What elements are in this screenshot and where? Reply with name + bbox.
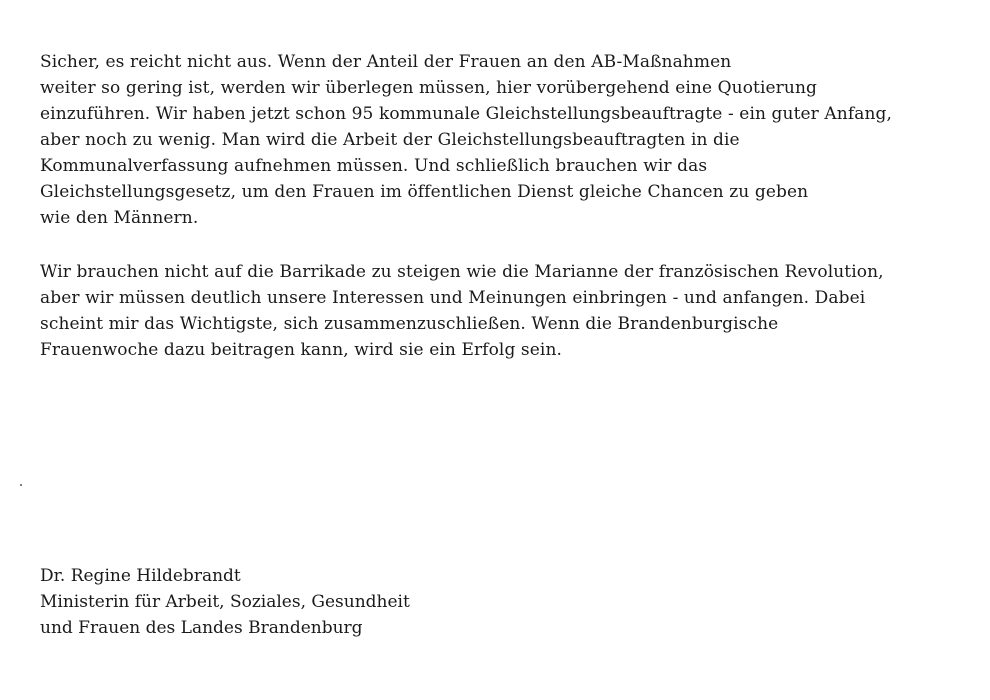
signature-title: Ministerin für Arbeit, Soziales, Gesundheit <box>40 592 410 612</box>
text-line: aber noch zu wenig. Man wird die Arbeit der Gleichstellungsbeauftragten in die <box>40 130 740 150</box>
text-line: einzuführen. Wir haben jetzt schon 95 kommunale Gleichstellungsbeauftragte - ein guter Anfang, <box>40 104 892 124</box>
body-paragraph-1 <box>40 49 892 231</box>
text-line: wie den Männern. <box>40 208 199 228</box>
scan-speck <box>20 484 22 486</box>
text-line: Sicher, es reicht nicht aus. Wenn der Anteil der Frauen an den AB-Maßnahmen <box>40 52 732 72</box>
text-line: Frauenwoche dazu beitragen kann, wird sie ein Erfolg sein. <box>40 340 563 360</box>
text-line: Kommunalverfassung aufnehmen müssen. Und schließlich brauchen wir das <box>40 156 708 176</box>
text-line: aber wir müssen deutlich unsere Interessen und Meinungen einbringen - und anfangen. Dabei <box>40 288 866 308</box>
signature-name: Dr. Regine Hildebrandt <box>40 566 241 586</box>
signature-block <box>40 563 410 641</box>
text-line: weiter so gering ist, werden wir überlegen müssen, hier vorübergehend eine Quotierung <box>40 78 817 98</box>
text-line: Gleichstellungsgesetz, um den Frauen im öffentlichen Dienst gleiche Chancen zu geben <box>40 182 809 202</box>
body-paragraph-2 <box>40 259 884 363</box>
signature-title: und Frauen des Landes Brandenburg <box>40 618 363 638</box>
text-line: scheint mir das Wichtigste, sich zusammenzuschließen. Wenn die Brandenburgische <box>40 314 779 334</box>
text-line: Wir brauchen nicht auf die Barrikade zu steigen wie die Marianne der französischen Revolution, <box>40 262 884 282</box>
